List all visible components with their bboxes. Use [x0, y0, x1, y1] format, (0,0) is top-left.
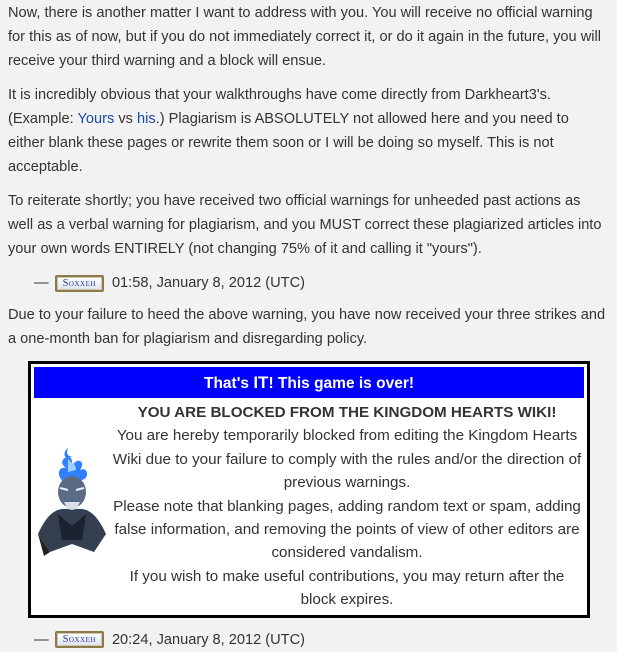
- title-it: IT: [253, 373, 269, 392]
- block-line-3: If you wish to make useful contributions, you may return after the block expires.: [129, 567, 565, 609]
- text: vs: [114, 111, 137, 127]
- text: .) Plagiarism is ABSOLUTELY not allowed here and you need to either blank these pages or rewrite them soon or I will be doing so myself. This is not acceptable.: [8, 111, 569, 175]
- timestamp: 20:24, January 8, 2012 (UTC): [111, 631, 305, 648]
- block-notice: [28, 361, 590, 618]
- his-link[interactable]: his: [136, 111, 156, 127]
- user-signature-link[interactable]: Soxxeh: [55, 275, 104, 292]
- title-text: That's: [203, 375, 254, 392]
- timestamp: 01:58, January 8, 2012 (UTC): [111, 275, 305, 291]
- text: It is incredibly obvious that your walkthroughs have come directly from Darkheart3's. (Example:: [8, 87, 551, 127]
- ban-paragraph: Due to your failure to heed the above warning, you have now received your three strikes and a one-month ban for plagiarism and disregarding policy.: [8, 307, 606, 347]
- block-heading: YOU ARE BLOCKED FROM THE KINGDOM HEARTS WIKI!: [137, 404, 557, 421]
- title-text: ! This game is over!: [268, 375, 415, 392]
- plagiarism-paragraph: [8, 83, 608, 179]
- reiterate-paragraph: To reiterate shortly; you have received two official warnings for unheeded past actions as well as a verbal warning for plagiarism, and you MUST correct these plagiarized articles into your own words ENTIRELY (not changing 75% of it and calling it "yours").: [8, 193, 602, 257]
- hades-icon: [34, 448, 110, 558]
- block-message: [110, 398, 584, 612]
- dash: —: [34, 275, 49, 291]
- signature-2: [34, 628, 608, 652]
- block-line-2: Please note that blanking pages, adding random text or spam, adding false information, and removing the points of view of other editors are considered vandalism.: [113, 497, 581, 562]
- signature-1: [34, 271, 608, 295]
- dash: —: [34, 631, 49, 648]
- warning-paragraph: Now, there is another matter I want to address with you. You will receive no official warning for this as of now, but if you do not immediately correct it, or do it again in the future, you will receive your third warning and a block will ensue.: [8, 5, 601, 69]
- block-title: [34, 367, 584, 398]
- yours-link[interactable]: Yours: [77, 111, 115, 127]
- user-signature-link[interactable]: Soxxeh: [55, 631, 104, 648]
- block-line-1: You are hereby temporarily blocked from editing the Kingdom Hearts Wiki due to your failure to comply with the rules and/or the direction of previous warnings.: [112, 427, 582, 492]
